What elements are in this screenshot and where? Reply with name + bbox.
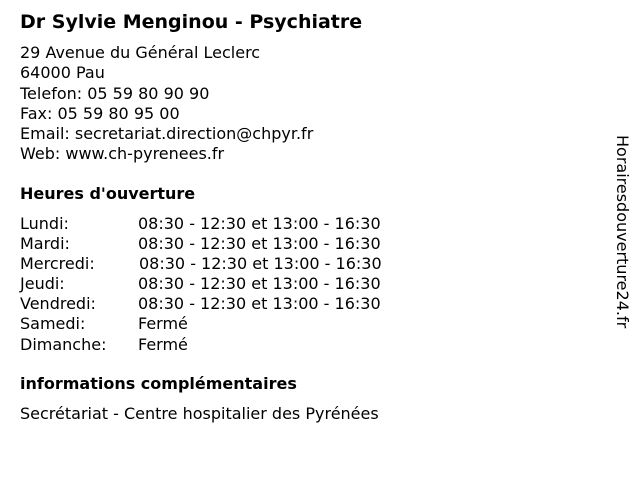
day-label: Mardi: — [20, 234, 70, 254]
hours-row-monday — [20, 214, 440, 234]
fax-line: Fax: 05 59 80 95 00 — [20, 103, 180, 123]
hours-row-sunday — [20, 335, 440, 355]
address-city: 64000 Pau — [20, 63, 105, 83]
day-label: Jeudi: — [20, 274, 65, 294]
hours-row-tuesday — [20, 234, 440, 254]
day-label: Vendredi: — [20, 294, 96, 314]
day-label: Lundi: — [20, 214, 69, 233]
time-value: Fermé — [138, 314, 188, 334]
time-value: 08:30 - 12:30 et 13:00 - 16:30 — [139, 254, 382, 274]
time-value: 08:30 - 12:30 et 13:00 - 16:30 — [138, 294, 381, 314]
time-value: 08:30 - 12:30 et 13:00 - 16:30 — [138, 214, 381, 233]
hours-row-thursday — [20, 274, 440, 294]
time-value: 08:30 - 12:30 et 13:00 - 16:30 — [138, 234, 381, 254]
hours-row-friday — [20, 294, 440, 314]
email-line: Email: secretariat.direction@chpyr.fr — [20, 124, 314, 144]
additional-info-text: Secrétariat - Centre hospitalier des Pyrénées — [20, 404, 379, 423]
hours-row-saturday — [20, 314, 440, 334]
day-label: Samedi: — [20, 314, 86, 334]
site-watermark — [612, 135, 636, 345]
time-value: 08:30 - 12:30 et 13:00 - 16:30 — [138, 274, 381, 294]
day-label: Dimanche: — [20, 334, 107, 354]
opening-hours-heading: Heures d'ouverture — [20, 184, 196, 203]
page-title: Dr Sylvie Menginou - Psychiatre — [20, 11, 363, 33]
opening-hours-table — [20, 214, 440, 355]
additional-info-heading: informations complémentaires — [20, 374, 297, 393]
hours-row-wednesday — [20, 254, 440, 274]
web-line: Web: www.ch-pyrenees.fr — [20, 144, 225, 164]
day-label: Mercredi: — [20, 254, 95, 274]
contact-block — [20, 43, 313, 165]
time-value: Fermé — [138, 334, 188, 354]
phone-line: Telefon: 05 59 80 90 90 — [20, 83, 210, 103]
address-street: 29 Avenue du Général Leclerc — [20, 43, 261, 62]
watermark-text: Horairesdouverture24.fr — [613, 135, 632, 329]
